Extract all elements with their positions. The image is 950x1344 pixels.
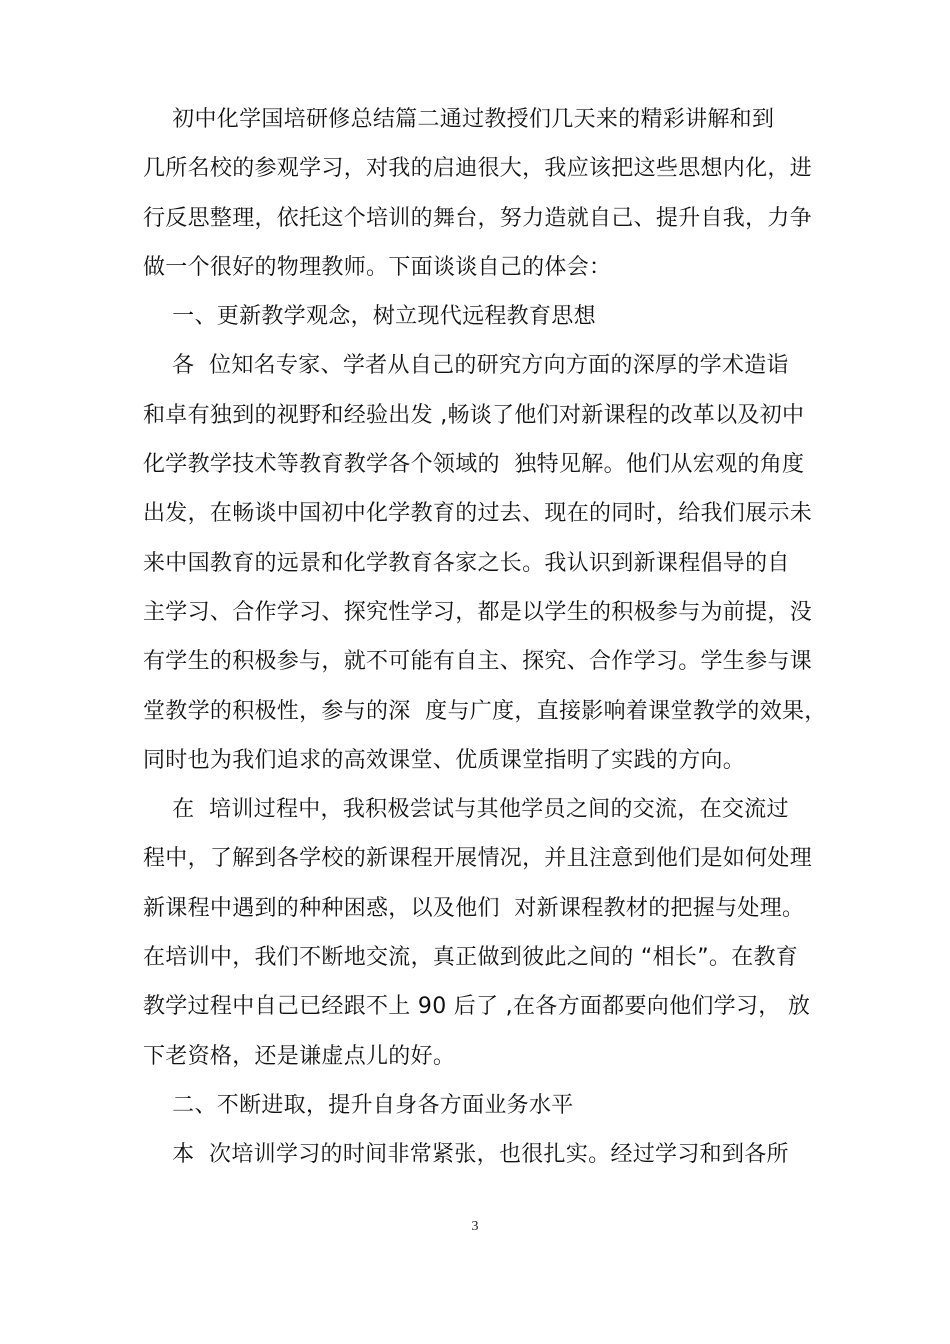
section-heading: 二、不断进取，提升自身各方面业务水平 [143, 1092, 574, 1118]
text-line: 同时也为我们追求的高效课堂、优质课堂指明了实践的方向。 [143, 747, 746, 773]
text-line: 本 次培训学习的时间非常紧张，也很扎实。经过学习和到各所 [143, 1142, 789, 1168]
text-line: 堂教学的积极性，参与的深 度与广度，直接影响着课堂教学的效果， [143, 698, 827, 724]
text-line: 有学生的积极参与，就不可能有自主、探究、合作学习。学生参与课 [143, 649, 813, 675]
text-line: 程中，了解到各学校的新课程开展情况，并且注意到他们是如何处理 [143, 846, 813, 872]
text-line: 出发，在畅谈中国初中化学教育的过去、现在的同时，给我们展示未 [143, 501, 813, 527]
text-line: 几所名校的参观学习，对我的启迪很大，我应该把这些思想内化，进 [143, 156, 813, 182]
text-line: 教学过程中自己已经跟不上 90 后了 ,在各方面都要向他们学习， 放 [143, 994, 811, 1020]
text-line: 来中国教育的远景和化学教育各家之长。我认识到新课程倡导的自 [143, 550, 790, 576]
text-line: 新课程中遇到的种种困惑，以及他们 对新课程教材的把握与处理。 [143, 895, 805, 921]
text-line: 在 培训过程中，我积极尝试与其他学员之间的交流，在交流过 [143, 797, 789, 823]
text-line: 在培训中，我们不断地交流，真正做到彼此之间的 “相长”。在教育 [143, 945, 799, 971]
text-line: 下老资格，还是谦虚点儿的好。 [143, 1043, 456, 1069]
text-line: 主学习、合作学习、探究性学习，都是以学生的积极参与为前提，没 [143, 599, 813, 625]
text-line: 做一个很好的物理教师。下面谈谈自己的体会： [143, 254, 612, 280]
section-heading: 一、更新教学观念，树立现代远程教育思想 [143, 304, 596, 330]
page-number: 3 [471, 1219, 479, 1234]
text-line: 各 位知名专家、学者从自己的研究方向方面的深厚的学术造诣 [143, 353, 789, 379]
document-body [143, 95, 827, 1180]
text-line: 行反思整理，依托这个培训的舞台，努力造就自己、提升自我，力争 [143, 205, 813, 231]
text-line: 初中化学国培研修总结篇二通过教授们几天来的精彩讲解和到 [143, 107, 775, 132]
text-line: 化学教学技术等教育教学各个领域的 独特见解。他们从宏观的角度 [143, 452, 805, 478]
text-line: 和卓有独到的视野和经验出发 ,畅谈了他们对新课程的改革以及初中 [143, 402, 805, 428]
